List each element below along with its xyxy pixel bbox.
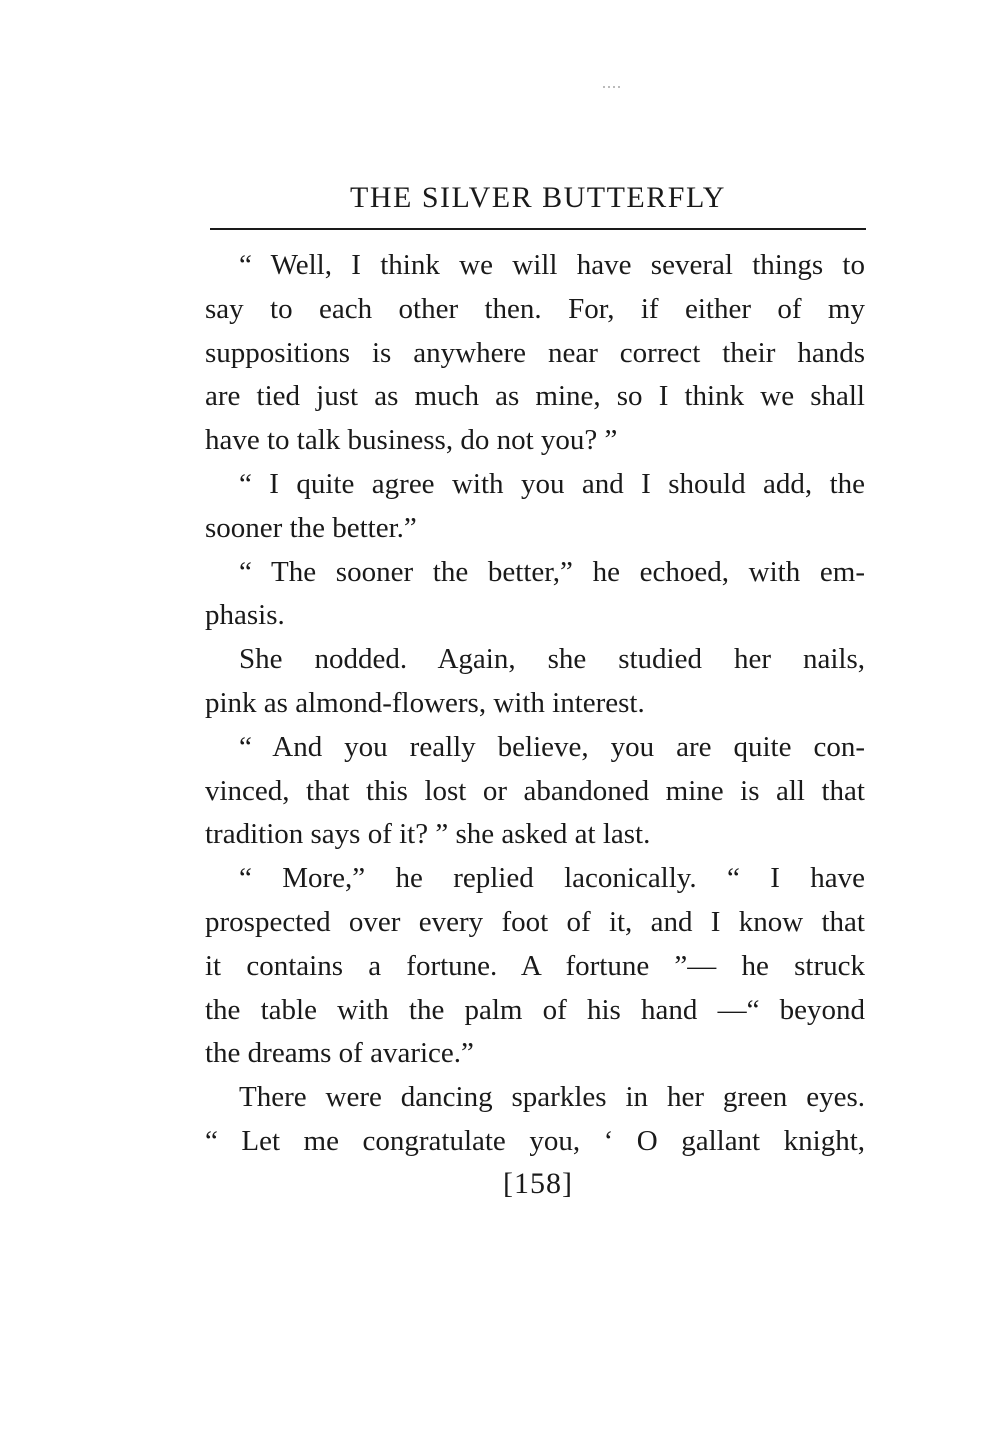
page-number: [158] xyxy=(503,1167,573,1200)
print-speck xyxy=(603,86,621,88)
text-line: the dreams of avarice.” xyxy=(205,1037,474,1070)
text-line: “ More,” he replied laconically. “ I have xyxy=(239,862,865,895)
text-line: tradition says of it? ” she asked at last. xyxy=(205,818,651,851)
text-line: it contains a fortune. A fortune ”— he struck xyxy=(205,949,865,982)
text-line: sooner the better.” xyxy=(205,511,417,544)
running-head: THE SILVER BUTTERFLY xyxy=(350,181,726,214)
text-line: are tied just as much as mine, so I think we shall xyxy=(205,380,865,413)
text-line: prospected over every foot of it, and I know that xyxy=(205,905,865,938)
text-line: have to talk business, do not you? ” xyxy=(205,424,618,457)
text-line: say to each other then. For, if either of my xyxy=(205,292,865,325)
text-line: “ Well, I think we will have several things to xyxy=(239,249,865,281)
text-line: phasis. xyxy=(205,599,285,632)
text-line: There were dancing sparkles in her green eyes. xyxy=(239,1081,865,1114)
text-line: She nodded. Again, she studied her nails, xyxy=(239,643,865,676)
header-rule xyxy=(210,228,866,230)
text-line: “ And you really believe, you are quite con- xyxy=(239,730,865,763)
text-line: suppositions is anywhere near correct their hands xyxy=(205,336,865,369)
text-line: the table with the palm of his hand —“ beyond xyxy=(205,993,865,1026)
text-line: “ The sooner the better,” he echoed, with em- xyxy=(239,555,865,588)
text-line: “ I quite agree with you and I should add, the xyxy=(239,467,865,500)
text-line: “ Let me congratulate you, ‘ O gallant knight, xyxy=(205,1124,865,1157)
text-line: pink as almond-flowers, with interest. xyxy=(205,686,645,719)
text-line: vinced, that this lost or abandoned mine is all that xyxy=(205,774,865,807)
body-text xyxy=(205,244,865,1164)
